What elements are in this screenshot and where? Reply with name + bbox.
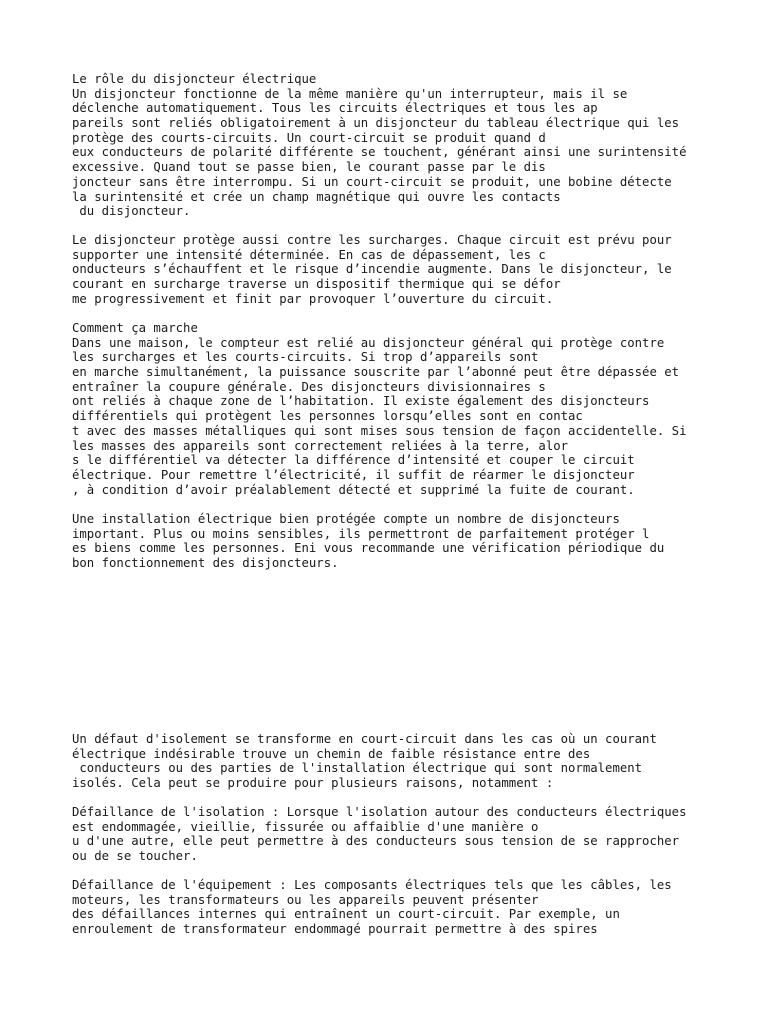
text-line: Défaillance de l'isolation : Lorsque l'isolation autour des conducteurs électriques bbox=[72, 805, 687, 819]
text-line: bon fonctionnement des disjoncteurs. bbox=[72, 556, 339, 571]
text-line: excessive. Quand tout se passe bien, le courant passe par le dis bbox=[72, 160, 546, 175]
paragraph-defaillance-equipement bbox=[72, 878, 672, 937]
text-line: les surcharges et les courts-circuits. Si trop d’appareils sont bbox=[72, 350, 539, 365]
text-line: es biens comme les personnes. Eni vous recommande une vérification périodique du bbox=[72, 541, 665, 556]
text-line: u d'une autre, elle peut permettre à des conducteurs sous tension de se rapprocher bbox=[72, 834, 680, 849]
text-line: différentiels qui protègent les personnes lorsqu’elles sont en contac bbox=[72, 409, 583, 424]
text-line: courant en surcharge traverse un dispositif thermique qui se défor bbox=[72, 277, 561, 292]
text-line: Dans une maison, le compteur est relié au disjoncteur général qui protège contre bbox=[72, 335, 665, 350]
text-line: Un défaut d'isolement se transforme en court-circuit dans les cas où un courant bbox=[72, 732, 657, 746]
text-line: , à condition d’avoir préalablement détecté et supprimé la fuite de courant. bbox=[72, 482, 635, 497]
text-line: Le disjoncteur protège aussi contre les surcharges. Chaque circuit est prévu pour bbox=[72, 233, 672, 247]
text-line: onducteurs s’échauffent et le risque d’incendie augmente. Dans le disjoncteur, le bbox=[72, 262, 672, 277]
text-line: t avec des masses métalliques qui sont mises sous tension de façon accidentelle. Si bbox=[72, 423, 687, 438]
text-line: les masses des appareils sont correctement reliées à la terre, alor bbox=[72, 438, 569, 453]
text-line: Le rôle du disjoncteur électrique bbox=[72, 72, 317, 86]
text-line: joncteur sans être interrompu. Si un court-circuit se produit, une bobine détecte bbox=[72, 174, 672, 189]
text-line: des défaillances internes qui entraînent un court-circuit. Par exemple, un bbox=[72, 907, 620, 922]
text-line: pareils sont reliés obligatoirement à un disjoncteur du tableau électrique qui les bbox=[72, 116, 680, 131]
text-line: ou de se toucher. bbox=[72, 849, 198, 864]
text-line: protège des courts-circuits. Un court-circuit se produit quand d bbox=[72, 130, 546, 145]
text-line: s le différentiel va détecter la différence d’intensité et couper le circuit bbox=[72, 453, 635, 468]
text-line: important. Plus ou moins sensibles, ils permettront de parfaitement protéger l bbox=[72, 526, 650, 541]
text-line: Une installation électrique bien protégée compte un nombre de disjoncteurs bbox=[72, 512, 620, 526]
text-line: du disjoncteur. bbox=[72, 204, 191, 219]
text-line: électrique indésirable trouve un chemin de faible résistance entre des bbox=[72, 746, 591, 761]
text-line: Comment ça marche bbox=[72, 321, 198, 335]
text-line: Défaillance de l'équipement : Les composants électriques tels que les câbles, les bbox=[72, 878, 672, 892]
text-line: entraîner la coupure générale. Des disjoncteurs divisionnaires s bbox=[72, 379, 546, 394]
paragraph-disjoncteur-role bbox=[72, 72, 686, 219]
paragraph-surcharges bbox=[72, 233, 672, 306]
paragraph-defaillance-isolation bbox=[72, 805, 686, 864]
text-line: la surintensité et crée un champ magnétique qui ouvre les contacts bbox=[72, 189, 561, 204]
paragraph-defaut-isolement bbox=[72, 732, 657, 791]
text-line: en marche simultanément, la puissance souscrite par l’abonné peut être dépassée et bbox=[72, 365, 680, 380]
text-line: eux conducteurs de polarité différente se touchent, générant ainsi une surintensité bbox=[72, 145, 687, 160]
text-line: électrique. Pour remettre l’électricité, il suffit de réarmer le disjoncteur bbox=[72, 467, 635, 482]
text-line: déclenche automatiquement. Tous les circuits électriques et tous les ap bbox=[72, 101, 598, 116]
paragraph-comment-ca-marche bbox=[72, 321, 686, 497]
paragraph-installation bbox=[72, 512, 664, 571]
text-line: conducteurs ou des parties de l'installation électrique qui sont normalement bbox=[72, 761, 643, 776]
text-line: est endommagée, vieillie, fissurée ou affaiblie d'une manière o bbox=[72, 819, 539, 834]
text-line: me progressivement et finit par provoquer l’ouverture du circuit. bbox=[72, 291, 554, 306]
text-line: ont reliés à chaque zone de l’habitation. Il existe également des disjoncteurs bbox=[72, 394, 650, 409]
text-line: supporter une intensité déterminée. En cas de dépassement, les c bbox=[72, 247, 546, 262]
text-line: Un disjoncteur fonctionne de la même manière qu'un interrupteur, mais il se bbox=[72, 86, 628, 101]
text-line: isolés. Cela peut se produire pour plusieurs raisons, notamment : bbox=[72, 776, 554, 791]
text-line: enroulement de transformateur endommagé pourrait permettre à des spires bbox=[72, 922, 598, 937]
text-line: moteurs, les transformateurs ou les appareils peuvent présenter bbox=[72, 892, 539, 907]
